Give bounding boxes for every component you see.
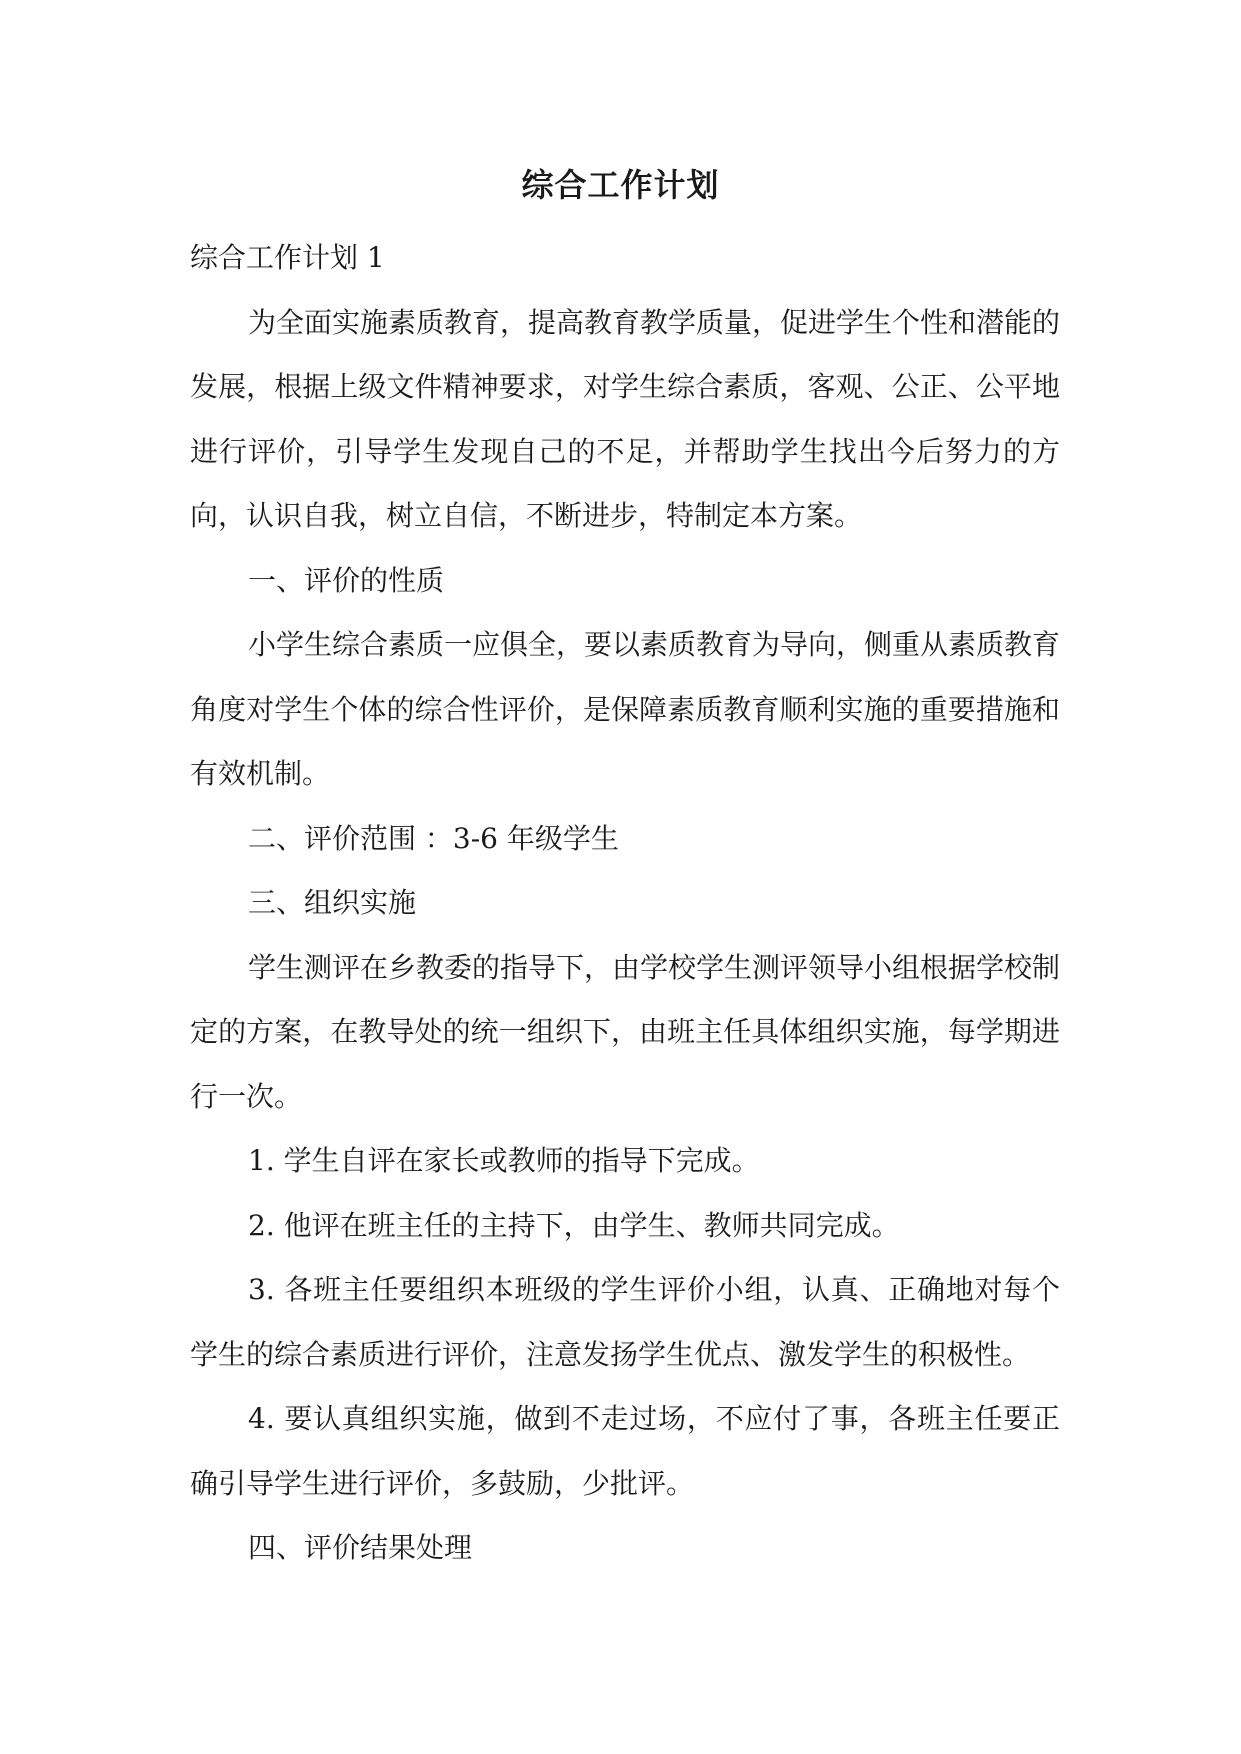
document-title: 综合工作计划: [521, 166, 720, 204]
paragraph-intro: 为全面实施素质教育，提高教育教学质量，促进学生个性和潜能的发展，根据上级文件精神要求，对学生综合素质，客观、公正、公平地进行评价，引导学生发现自己的不足，并帮助学生找出今后努力的方向，认识自我，树立自信，不断进步，特制定本方案。: [190, 305, 1061, 532]
document-subtitle: 综合工作计划 1: [190, 241, 385, 274]
section-heading-1: 一、评价的性质: [248, 563, 445, 597]
section-heading-4: 四、评价结果处理: [248, 1531, 473, 1564]
section-heading-2: 二、评价范围 ：3-6 年级学生: [248, 821, 619, 855]
document-body: [190, 226, 1060, 1581]
list-item-4: 4. 要认真组织实施，做到不走过场，不应付了事，各班主任要正确引导学生进行评价，多鼓励，少批评。: [190, 1402, 1060, 1500]
list-item-2: 2. 他评在班主任的主持下，由学生、教师共同完成。: [248, 1208, 900, 1242]
list-item-1: 1. 学生自评在家长或教师的指导下完成。: [248, 1144, 760, 1177]
paragraph-nature: 小学生综合素质一应俱全，要以素质教育为导向，侧重从素质教育角度对学生个体的综合性评价，是保障素质教育顺利实施的重要措施和有效机制。: [190, 628, 1061, 790]
paragraph-implementation: 学生测评在乡教委的指导下，由学校学生测评领导小组根据学校制定的方案，在教导处的统一组织下，由班主任具体组织实施，每学期进行一次。: [190, 950, 1061, 1113]
list-item-3: 3. 各班主任要组织本班级的学生评价小组，认真、正确地对每个学生的综合素质进行评价，注意发扬学生优点、激发学生的积极性。: [190, 1273, 1060, 1371]
section-heading-3: 三、组织实施: [248, 886, 417, 919]
